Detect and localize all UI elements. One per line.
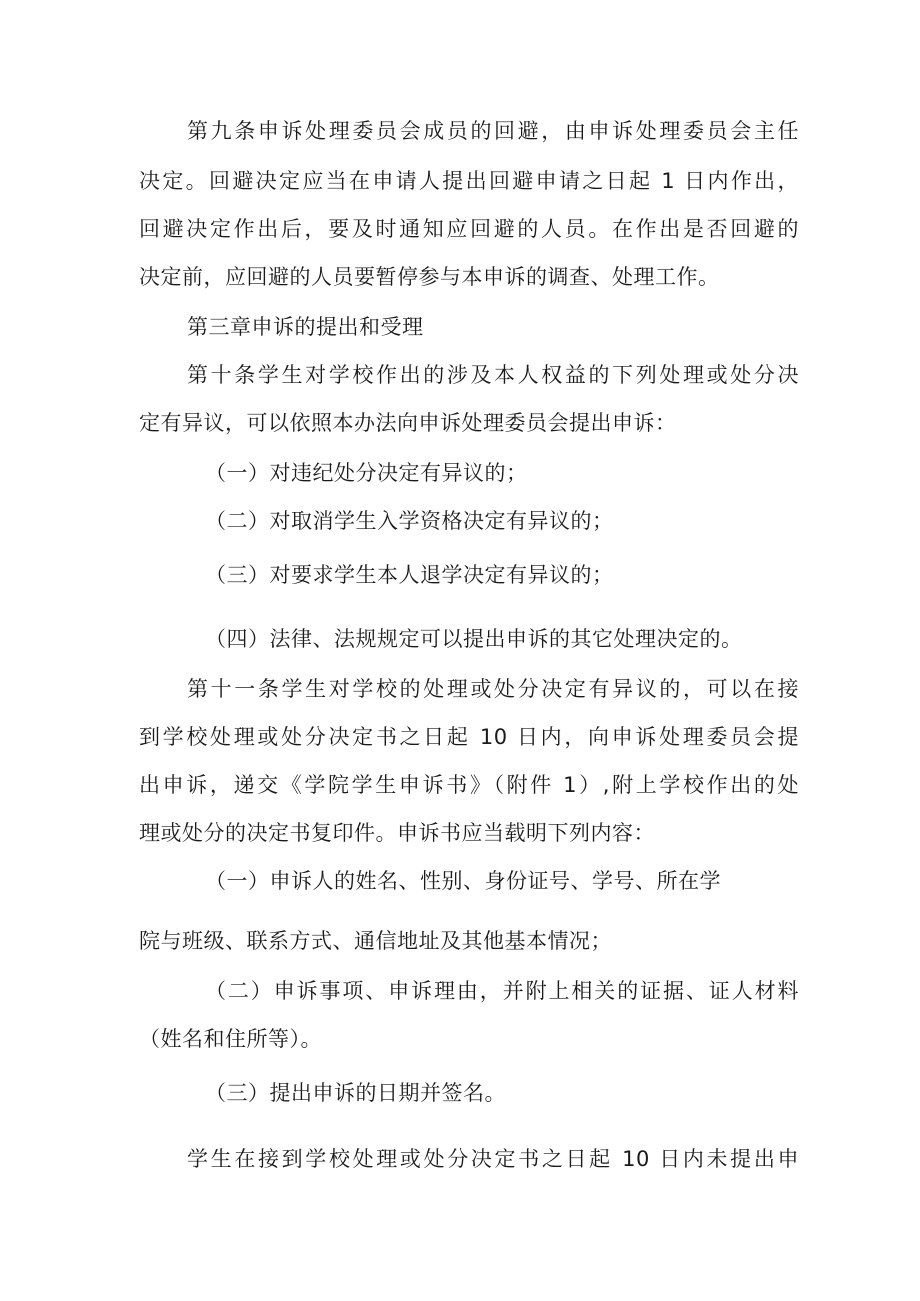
list-item: （三）提出申诉的日期并签名。 [205,1081,506,1105]
paragraph-line: 回避决定作出后，要及时通知应回避的人员。在作出是否回避的 [139,217,799,241]
paragraph-line: 出申诉，递交《学院学生申诉书》（附件 1）,附上学校作出的处 [139,773,799,797]
paragraph-line: 决定。回避决定应当在申请人提出回避申请之日起 1 日内作出， [139,169,799,193]
paragraph-line: 学生在接到学校处理或处分决定书之日起 10 日内未提出申 [187,1147,799,1171]
paragraph-line: 院与班级、联系方式、通信地址及其他基本情况； [139,929,612,953]
list-item: （一）对违纪处分决定有异议的； [205,461,528,485]
paragraph-line: 第九条申诉处理委员会成员的回避，由申诉处理委员会主任 [187,119,799,143]
list-item: （三）对要求学生本人退学决定有异议的； [205,563,614,587]
list-item: （二）对取消学生入学资格决定有异议的； [205,509,614,533]
list-item: （二）申诉事项、申诉理由，并附上相关的证据、证人材料 [205,979,799,1003]
paragraph-line: 到学校处理或处分决定书之日起 10 日内，向申诉处理委员会提 [139,725,799,749]
list-item: （四）法律、法规规定可以提出申诉的其它处理决定的。 [205,627,743,651]
list-item: （一）申诉人的姓名、性别、身份证号、学号、所在学 [205,869,721,893]
paragraph-line: 定有异议，可以依照本办法向申诉处理委员会提出申诉： [139,411,677,435]
paragraph-line: （姓名和住所等）。 [139,1027,322,1051]
paragraph-line: 第十一条学生对学校的处理或处分决定有异议的，可以在接 [187,677,799,701]
chapter-heading: 第三章申诉的提出和受理 [187,315,424,339]
paragraph-line: 决定前，应回避的人员要暂停参与本申诉的调查、处理工作。 [139,265,720,289]
paragraph-line: 理或处分的决定书复印件。申诉书应当载明下列内容： [139,821,655,845]
paragraph-line: 第十条学生对学校作出的涉及本人权益的下列处理或处分决 [187,363,799,387]
